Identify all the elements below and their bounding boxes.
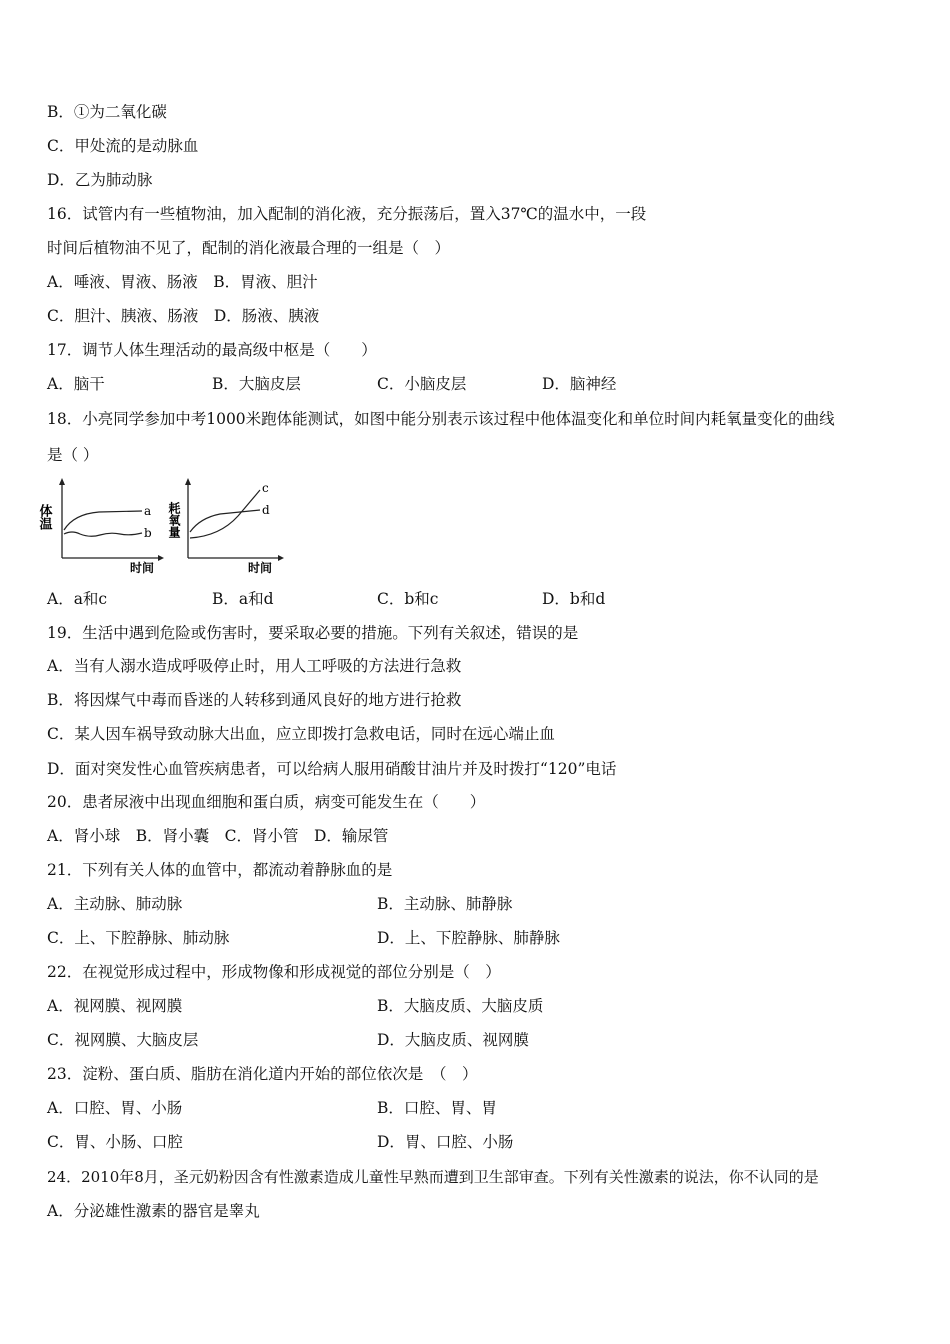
q22-stem: 22．在视觉形成过程中，形成物像和形成视觉的部位分别是（ ） xyxy=(47,963,501,981)
q16-options-cd: C．胆汁、胰液、肠液 D．肠液、胰液 xyxy=(47,307,320,325)
curve-b-label: b xyxy=(144,526,152,540)
q17-option-c: C．小脑皮层 xyxy=(377,375,467,393)
q15-option-b: B．①为二氧化碳 xyxy=(47,103,167,121)
q20-options: A．肾小球 B．肾小囊 C．肾小管 D．输尿管 xyxy=(47,827,389,845)
q24-option-a: A．分泌雄性激素的器官是睾丸 xyxy=(47,1202,260,1220)
q18-option-b: B．a和d xyxy=(212,590,274,608)
q16-options-ab: A．唾液、胃液、肠液 B．胃液、胆汁 xyxy=(47,273,318,291)
q22-option-d: D．大脑皮质、视网膜 xyxy=(377,1031,529,1049)
q18-stem-line2: 是（ ） xyxy=(47,446,99,464)
y-axis-label: 体温 xyxy=(36,504,52,530)
q16-stem-line2: 时间后植物油不见了，配制的消化液最合理的一组是（ ） xyxy=(47,239,451,257)
q23-stem: 23．淀粉、蛋白质、脂肪在消化道内开始的部位依次是 （ ） xyxy=(47,1065,478,1083)
curve-d xyxy=(190,510,260,532)
x-axis-arrow xyxy=(278,555,284,561)
q18-option-d: D．b和d xyxy=(542,590,606,608)
q21-option-b: B．主动脉、肺静脉 xyxy=(377,895,513,913)
q17-option-d: D．脑神经 xyxy=(542,375,617,393)
q18-stem-line1: 18．小亮同学参加中考1000米跑体能测试，如图中能分别表示该过程中他体温变化和单位时间内耗氧量变化的曲线 xyxy=(47,410,835,428)
q21-option-d: D．上、下腔静脉、肺静脉 xyxy=(377,929,560,947)
q22-option-a: A．视网膜、视网膜 xyxy=(47,997,183,1015)
q22-option-c: C．视网膜、大脑皮层 xyxy=(47,1031,199,1049)
q19-option-a: A．当有人溺水造成呼吸停止时，用人工呼吸的方法进行急救 xyxy=(47,657,462,675)
curve-a xyxy=(64,511,142,530)
q21-option-c: C．上、下腔静脉、肺动脉 xyxy=(47,929,230,947)
q17-stem: 17．调节人体生理活动的最高级中枢是（ ） xyxy=(47,341,377,359)
q21-stem: 21．下列有关人体的血管中，都流动着静脉血的是 xyxy=(47,861,393,879)
q19-option-d: D．面对突发性心血管疾病患者，可以给病人服用硝酸甘油片并及时拨打“120”电话 xyxy=(47,760,617,778)
q19-option-b: B．将因煤气中毒而昏迷的人转移到通风良好的地方进行抢救 xyxy=(47,691,462,709)
y-axis-label: 耗氧量 xyxy=(167,502,181,538)
q21-option-a: A．主动脉、肺动脉 xyxy=(47,895,183,913)
q23-option-b: B．口腔、胃、胃 xyxy=(377,1099,497,1117)
q18-option-a: A．a和c xyxy=(47,590,108,608)
y-axis-arrow xyxy=(185,478,191,485)
body-temperature-graph xyxy=(36,478,164,575)
q15-option-c: C．甲处流的是动脉血 xyxy=(47,137,199,155)
q17-option-b: B．大脑皮层 xyxy=(212,375,301,393)
x-axis-arrow xyxy=(158,555,164,561)
q17-option-a: A．脑干 xyxy=(47,375,105,393)
curve-a-label: a xyxy=(144,504,152,518)
q19-option-c: C．某人因车祸导致动脉大出血，应立即拨打急救电话，同时在远心端止血 xyxy=(47,725,555,743)
curve-b xyxy=(64,532,142,536)
q24-stem: 24．2010年8月，圣元奶粉因含有性激素造成儿童性早熟而遭到卫生部审查。下列有关性激素的说法，你不认同的是 xyxy=(47,1168,819,1186)
x-axis-label: 时间 xyxy=(130,561,155,575)
y-axis-arrow xyxy=(59,478,65,485)
q15-option-d: D．乙为肺动脉 xyxy=(47,171,153,189)
q23-option-a: A．口腔、胃、小肠 xyxy=(47,1099,183,1117)
q20-stem: 20．患者尿液中出现血细胞和蛋白质，病变可能发生在（ ） xyxy=(47,793,486,811)
q19-stem: 19．生活中遇到危险或伤害时，要采取必要的措施。下列有关叙述，错误的是 xyxy=(47,624,579,642)
oxygen-consumption-graph xyxy=(167,478,284,575)
curve-d-label: d xyxy=(262,503,270,517)
curve-c-label: c xyxy=(262,481,269,495)
x-axis-label: 时间 xyxy=(248,561,273,575)
q18-option-c: C．b和c xyxy=(377,590,439,608)
q23-option-c: C．胃、小肠、口腔 xyxy=(47,1133,183,1151)
q22-option-b: B．大脑皮质、大脑皮质 xyxy=(377,997,544,1015)
q16-stem-line1: 16．试管内有一些植物油，加入配制的消化液，充分振荡后，置入37℃的温水中，一段 xyxy=(47,205,647,223)
q23-option-d: D．胃、口腔、小肠 xyxy=(377,1133,514,1151)
